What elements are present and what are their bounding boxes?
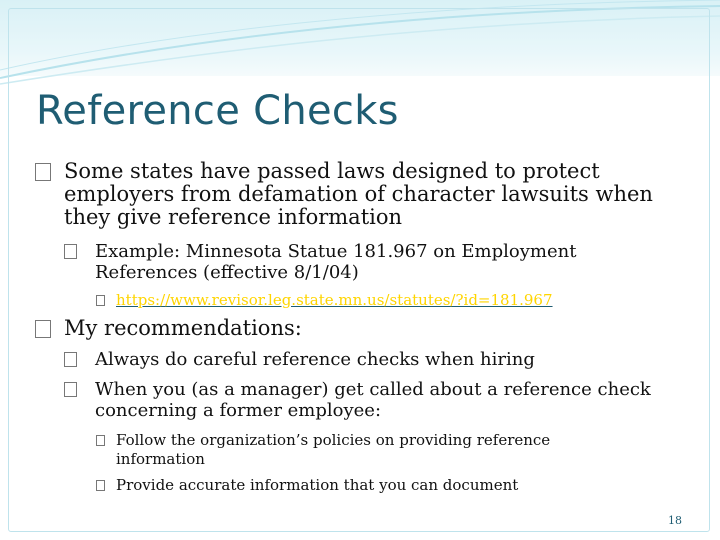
- bullet-box-icon: [35, 320, 51, 338]
- bullet-box-icon: [35, 163, 51, 181]
- bullet-manager-called: When you (as a manager) get called about a reference check concerning a former employee:: [95, 379, 651, 421]
- bullet-minnesota-example: Example: Minnesota Statue 181.967 on Employment References (effective 8/1/04): [95, 241, 577, 283]
- bullet-box-icon: [64, 244, 77, 259]
- bullet-box-icon: [64, 382, 77, 397]
- statute-link[interactable]: https://www.revisor.leg.state.mn.us/statutes/?id=181.967: [116, 291, 553, 309]
- bullet-recommendations: My recommendations:: [64, 316, 302, 340]
- bullet-box-icon: [64, 352, 77, 367]
- bullet-accurate-info: Provide accurate information that you can document: [116, 476, 519, 494]
- bullet-box-icon: [96, 435, 105, 446]
- page-number: 18: [668, 514, 682, 527]
- bullet-states-laws: Some states have passed laws designed to protect employers from defamation of character lawsuits when they give reference information: [64, 159, 653, 229]
- slide-title: Reference Checks: [36, 88, 399, 134]
- statute-link-line: [116, 291, 636, 310]
- bullet-follow-policies: Follow the organization’s policies on providing reference information: [116, 431, 551, 468]
- bullet-careful-checks: Always do careful reference checks when hiring: [95, 349, 535, 370]
- bullet-box-icon: [96, 480, 105, 491]
- bullet-box-icon: [96, 295, 105, 306]
